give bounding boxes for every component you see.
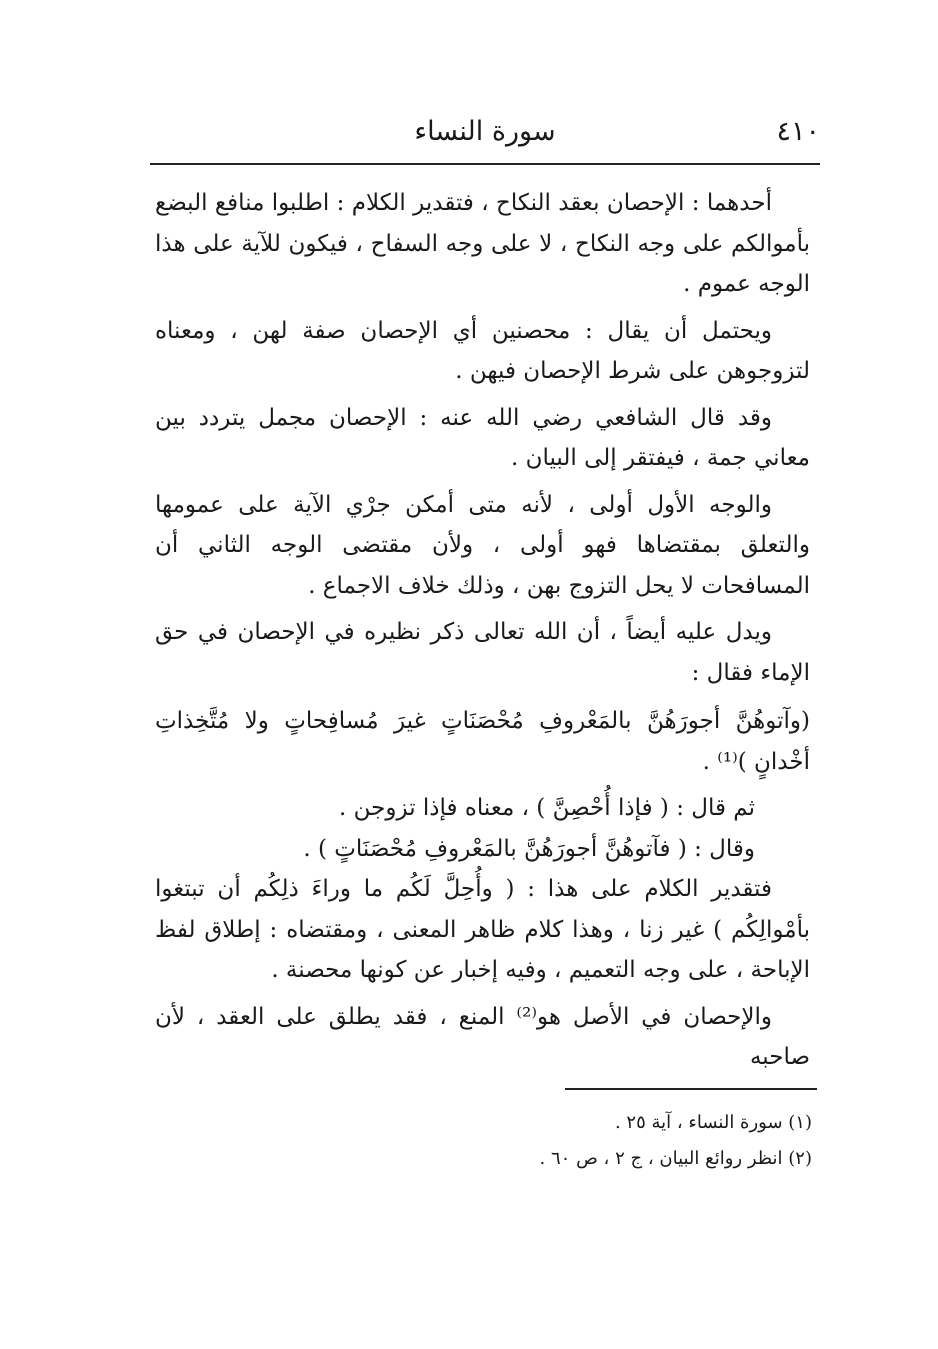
quran-quote-1: (وآتوهُنَّ أجورَهُنَّ بالمَعْروفِ مُحْصَنَاتٍ غيرَ مُسافِحاتٍ ولا مُتَّخِذاتِ أخْدانٍ )⁽¹⁾ .: [155, 708, 810, 775]
quran-quote-2: ثم قال : ( فإذا أُحْصِنَّ ) ، معناه فإذا تزوجن .: [339, 795, 755, 821]
main-text: [155, 183, 810, 1084]
running-title: سورة النساء: [414, 116, 556, 147]
footnote-rule: [565, 1088, 817, 1090]
paragraph-2: ويحتمل أن يقال : محصنين أي الإحصان صفة لهن ، ومعناه لتزوجوهن على شرط الإحصان فيهن .: [155, 317, 810, 384]
paragraph-10: والإحصان في الأصل هو⁽²⁾ المنع ، فقد يطلق على العقد ، لأن صاحبه: [155, 1003, 810, 1070]
paragraph-3: وقد قال الشافعي رضي الله عنه : الإحصان مجمل يتردد بين معاني جمة ، فيفتقر إلى البيان .: [155, 404, 810, 471]
paragraph-1: أحدهما : الإحصان بعقد النكاح ، فتقدير الكلام : اطلبوا منافع البضع بأموالكم على وجه النكاح ، لا على وجه السفاح ، فيكون للآية على هذا الوجه عموم .: [155, 190, 810, 297]
footnote-2: (٢) انظر روائع البيان ، ج ٢ ، ص ٦٠ .: [539, 1148, 812, 1169]
header-rule: [150, 163, 820, 165]
paragraph-4: والوجه الأول أولى ، لأنه متى أمكن جرْي الآية على عمومها والتعلق بمقتضاها فهو أولى ، ولأن مقتضى الوجه الثاني أن المسافحات لا يحل التزوج بهن ، وذلك خلاف الاجماع .: [155, 491, 810, 599]
page-number: ٤١٠: [776, 116, 820, 147]
footnotes: [400, 1105, 812, 1177]
page-header: [150, 112, 820, 152]
quran-quote-3: وقال : ( فآتوهُنَّ أجورَهُنَّ بالمَعْروفِ مُحْصَنَاتٍ ) .: [303, 835, 755, 862]
paragraph-9: فتقدير الكلام على هذا : ( وأُحِلَّ لَكُم ما وراءَ ذلِكُم أن تبتغوا بأمْوالِكُم ) غير زنا ، وهذا كلام ظاهر المعنى ، ومقتضاه : إطلاق لفظ الإباحة ، على وجه التعميم ، وفيه إخبار عن كونها محصنة .: [155, 876, 810, 983]
paragraph-5: ويدل عليه أيضاً ، أن الله تعالى ذكر نظيره في الإحصان في حق الإماء فقال :: [155, 619, 810, 686]
footnote-1: (١) سورة النساء ، آية ٢٥ .: [614, 1112, 812, 1133]
